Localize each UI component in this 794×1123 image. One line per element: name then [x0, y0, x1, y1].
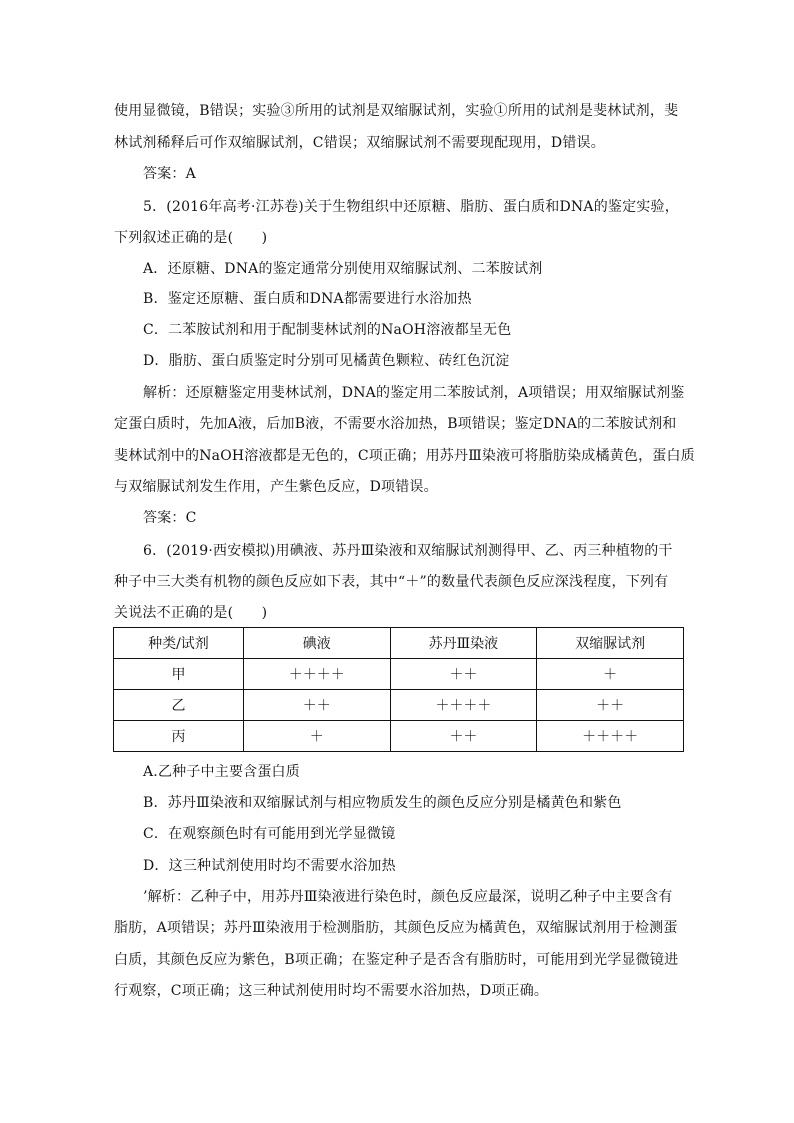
table-cell: ＋ [537, 659, 684, 690]
table-row [114, 690, 684, 721]
option-c: C．二苯胺试剂和用于配制斐林试剂的NaOH溶液都呈无色 [143, 322, 512, 338]
option-b: B．苏丹Ⅲ染液和双缩脲试剂与相应物质发生的颜色反应分别是橘黄色和紫色 [143, 795, 622, 811]
option-c: C．在观察颜色时有可能用到光学显微镜 [143, 826, 396, 842]
table-cell: ＋＋＋＋ [537, 721, 684, 752]
question-6-stem: 种子中三大类有机物的颜色反应如下表，其中“＋”的数量代表颜色反应深浅程度，下列有 [114, 574, 669, 590]
question-5-stem: 下列叙述正确的是( ) [114, 230, 268, 246]
reaction-table [113, 627, 684, 752]
table-cell: ＋＋ [537, 690, 684, 721]
table-cell: ＋＋ [390, 659, 537, 690]
table-cell: ＋＋ [243, 690, 390, 721]
explanation-line: 与双缩脲试剂发生作用，产生紫色反应，D项错误。 [114, 479, 438, 495]
option-a: A.乙种子中主要含蛋白质 [143, 764, 300, 780]
option-b: B．鉴定还原糖、蛋白质和DNA都需要进行水浴加热 [143, 291, 472, 307]
explanation-line: 脂肪，A项错误；苏丹Ⅲ染液用于检测脂肪，其颜色反应为橘黄色，双缩脲试剂用于检测蛋 [114, 920, 678, 936]
table-row [114, 659, 684, 690]
table-header-row [114, 628, 684, 659]
answer-line: 答案：A [143, 166, 196, 182]
table-cell: ＋＋＋＋ [390, 690, 537, 721]
question-6-stem: 关说法不正确的是( ) [114, 605, 268, 621]
explanation-line: 解析：还原糖鉴定用斐林试剂，DNA的鉴定用二苯胺试剂，A项错误；用双缩脲试剂鉴 [143, 385, 685, 401]
table-cell: 乙 [114, 690, 244, 721]
table-header-cell: 双缩脲试剂 [537, 628, 684, 659]
table-cell: ＋＋ [390, 721, 537, 752]
explanation-line: 斐林试剂中的NaOH溶液都是无色的，C项正确；用苏丹Ⅲ染液可将脂肪染成橘黄色，蛋白质 [114, 448, 695, 464]
table-cell: 丙 [114, 721, 244, 752]
explanation-line: 白质，其颜色反应为紫色，B项正确；在鉴定种子是否含有脂肪时，可能用到光学显微镜进 [114, 952, 679, 968]
explanation-line: ’解析：乙种子中，用苏丹Ⅲ染液进行染色时，颜色反应最深，说明乙种子中主要含有 [143, 889, 673, 905]
option-d: D．脂肪、蛋白质鉴定时分别可见橘黄色颗粒、砖红色沉淀 [143, 353, 510, 369]
table-header-cell: 苏丹Ⅲ染液 [390, 628, 537, 659]
text-line: 使用显微镜，B错误；实验③所用的试剂是双缩脲试剂，实验①所用的试剂是斐林试剂，斐 [114, 103, 679, 119]
option-d: D．这三种试剂使用时均不需要水浴加热 [143, 858, 396, 874]
table-cell: 甲 [114, 659, 244, 690]
answer-line: 答案：C [143, 510, 197, 526]
table-cell: ＋＋＋＋ [243, 659, 390, 690]
question-6-stem: 6．(2019·西安模拟)用碘液、苏丹Ⅲ染液和双缩脲试剂测得甲、乙、丙三种植物的干 [143, 543, 673, 559]
question-5-stem: 5．(2016年高考·江苏卷)关于生物组织中还原糖、脂肪、蛋白质和DNA的鉴定实验， [143, 199, 679, 215]
option-a: A．还原糖、DNA的鉴定通常分别使用双缩脲试剂、二苯胺试剂 [143, 261, 543, 277]
table-header-cell: 碘液 [243, 628, 390, 659]
explanation-line: 行观察，C项正确；这三种试剂使用时均不需要水浴加热，D项正确。 [114, 983, 549, 999]
table-cell: ＋ [243, 721, 390, 752]
explanation-line: 定蛋白质时，先加A液，后加B液，不需要水浴加热，B项错误；鉴定DNA的二苯胺试剂和 [114, 416, 677, 432]
table-row [114, 721, 684, 752]
text-line: 林试剂稀释后可作双缩脲试剂，C错误；双缩脲试剂不需要现配现用，D错误。 [114, 135, 605, 151]
table-header-cell: 种类/试剂 [114, 628, 244, 659]
